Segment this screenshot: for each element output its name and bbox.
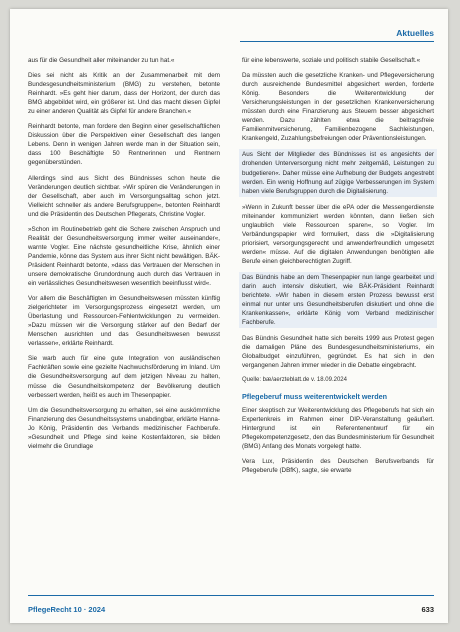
paragraph: Da müssten auch die gesetzliche Kranken- und Pflegeversicherung durch ausreichende Bundesmittel abgesichert werden, forderte König. Besonders die Weiterentwicklung der Versicherungsleistungen in der gesetzlichen Krankenversicherung müssten durch eine Finanzierung aus Steuern besser abgesichert werden. Dazu zählten etwa die beitragsfreie Familienmitversicherung, Familienbezogene Sachleistungen, Krankengeld, Zuzahlungsbefreiungen oder Präventionsleistungen.	[242, 72, 434, 143]
left-column	[28, 56, 220, 457]
footer-rule	[28, 595, 434, 596]
paragraph: aus für die Gesundheit aller miteinander zu tun hat.«	[28, 57, 175, 64]
paragraph: Dies sei nicht als Kritik an der Zusammenarbeit mit dem Bundesgesundheitsministerium (BMG) zu verstehen, betonte Reinhardt. »Es geht hier darum, dass der Horizont, der durch das BMG abgebildet wird, ein größerer ist. Und das macht diesen Gipfel zu einer anderen Qualität als Gipfel für andere Branchen.«	[28, 72, 220, 116]
page-header	[10, 9, 448, 49]
paragraph: »Schon im Routinebetrieb geht die Schere zwischen Anspruch und Realität der Gesundheitsversorgung immer weiter auseinander«, warnte Vogler. Eine nächste gesundheitliche Krise, ähnlich einer Pandemie, könne das System aus ihrer Sicht nicht bewältigen. BÄK-Präsident Reinhardt betonte, »dass das Vertrauen der Menschen in unsere demokratische Grundordnung auch durch das Vertrauen in ein verlässliches Gesundheitswesen wesentlich beeinflusst wird«.	[28, 225, 220, 288]
paragraph: Sie warb auch für eine gute Integration von ausländischen Fachkräften sowie eine gezielte Nachwuchsförderung im Inland. Um die Gesundheitsversorgung auf dem jetzigen Niveau zu halten, müsse die Gesundheitskompetenz der Bevölkerung deutlich verbessert werden, heißt es auch im Thesenpapier.	[28, 355, 220, 399]
paragraph: Das Bündnis Gesundheit hatte sich bereits 1999 aus Protest gegen die damaligen Pläne des Bundesgesundheitsministeriums, ein Globalbudget einzuführen, gegründet. Es hat sich in den vergangenen Jahren immer wieder in die Debatte eingebracht.	[242, 335, 434, 370]
highlighted-paragraph: Das Bündnis habe an dem Thesenpapier nun lange gearbeitet und darin auch intensiv diskutiert, wie BÄK-Präsident Reinhardt berichtete. »Wir haben in diesem ersten Prozess bewusst erst einmal nur unter uns Gesundheitsberufen diskutiert und ohne die Krankenkassen«, erklärte König vom Verband medizinischer Fachberufe.	[239, 272, 437, 328]
journal-name: PflegeRecht 10 · 2024	[28, 605, 106, 614]
paragraph: Einer skeptisch zur Weiterentwicklung des Pflegeberufs hat sich ein Expertenkreis im Rahmen einer DIP-Veranstaltung geäußert. Hintergrund ist ein Referentenentwurf für ein Pflegekompetenzgesetz, den das Bundesministerium für Gesundheit (BMG) Anfang des Monats vorgelegt hatte.	[242, 406, 434, 450]
right-column	[242, 56, 434, 481]
page-footer	[10, 595, 448, 623]
page-number: 633	[421, 605, 434, 614]
paragraph: »Wenn in Zukunft besser über die ePA oder die Messengerdienste miteinander kommuniziert werden könnten, dann ließen sich unglaublich viele Ressourcen sparen«, so Vogler. Im Verbändungspapier wird formuliert, dass die »Digitalisierung priorisiert, versorgungsgerecht und anwenderfreundlich umgesetzt werden« müsse. Auf die digitalen Anwendungen benötigten alle Berufe einen gleichberechtigten Zugriff.	[242, 203, 434, 265]
paragraph: Allerdings sind aus Sicht des Bündnisses schon heute die Veränderungen deutlich sichtbar. »Wir spüren die Veränderungen in der Gesellschaft, aber auch im Versorgungsalltag schon jetzt. Vielleicht schneller als andere Berufsgruppen«, betonten Reinhardt und die Präsidentin des Deutschen Pflegerats, Christine Vogler.	[28, 174, 220, 218]
paragraph: Reinhardt betonte, man fordere den Beginn einer gesellschaftlichen Diskussion über die Perspektiven einer Gesellschaft des langen Lebens. Denn in wenigen Jahren werde man in der Situation sein, dass 100 Beschäftigte 50 Rentnerinnen und Rentnern gegenüberstünden.	[28, 123, 220, 167]
source-line: Quelle: bæ/aerzteblatt.de v. 18.09.2024	[242, 377, 347, 384]
highlighted-paragraph: Aus Sicht der Mitglieder des Bündnisses ist es angesichts der drohenden Unterversorgung nicht mehr zeitgemäß, Leistungen zu budgetieren«. Daher müsse eine Aufhebung der Budgets angestrebt werden. Ein wenig Hoffnung auf zügige Verbesserungen im System haben viele Berufsgruppen durch die Digitalisierung.	[239, 149, 437, 196]
paragraph: Vera Lux, Präsidentin des Deutschen Berufsverbands für Pflegeberufe (DBfK), sagte, sie erwarte	[242, 457, 434, 474]
section-label: Aktuelles	[396, 28, 434, 38]
header-rule	[240, 41, 434, 42]
paragraph: Vor allem die Beschäftigten im Gesundheitswesen müssten künftig zielgerichteter im Versorgungsprozess eingesetzt werden, um Überlastung und Ressourcen-Fehlentwicklungen zu vermeiden. »Dazu müssen wir die Versorgung stärker auf den Bedarf der Menschen ausrichten und das Gesundheitswesen bewusst verlassen«, erklärte Reinhardt.	[28, 295, 220, 348]
article-heading: Pflegeberuf muss weiterentwickelt werden	[242, 391, 387, 401]
paragraph: Um die Gesundheitsversorgung zu erhalten, sei eine auskömmliche Finanzierung des Gesundheitssystems unabdingbar, erklärte Hanna-Jo König, Präsidentin des Verbands medizinischer Fachberufe. »Gesundheit und Pflege sind keine Kostenfaktoren, sie bilden vielmehr die Grundlage	[28, 406, 220, 450]
paragraph: für eine lebenswerte, soziale und politisch stabile Gesellschaft.«	[242, 57, 421, 64]
document-page	[10, 9, 448, 623]
